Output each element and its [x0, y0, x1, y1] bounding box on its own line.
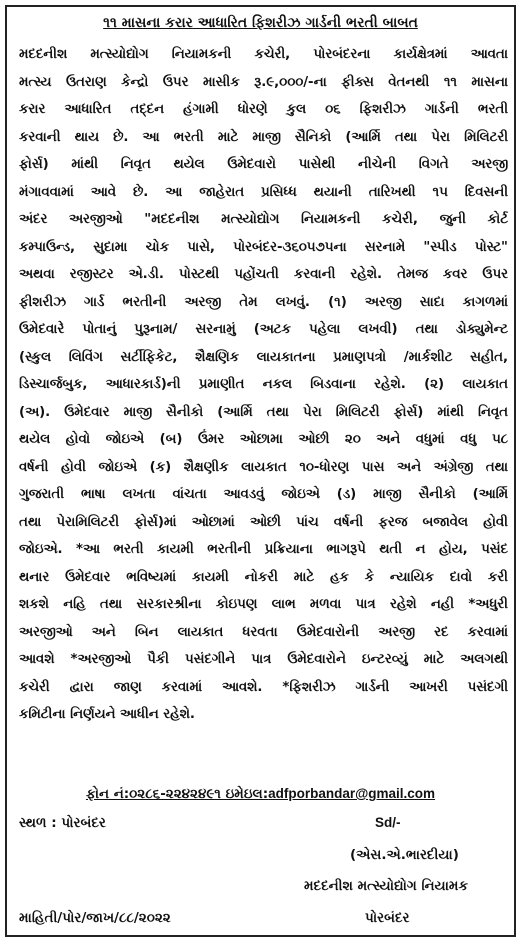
body-line: અથવા રજીસ્ટર એ.ડી. પોસ્ટથી પહોંચતી કરવાની રહેશે. તેમજ કવર ઉપર — [19, 267, 508, 282]
body-line: વર્ષની હોવી જોઇએ (ક) શૈક્ષણીક લાયકાત ૧૦-ધોરણ પાસ અને અંગ્રેજી તથા — [19, 459, 508, 475]
body-line: અરજીઓ અને બિન લાયકાત ધરવતા ઉમેદવારોની અરજી રદ કરવામાં — [19, 624, 508, 640]
signature-mark: Sd/- — [375, 815, 401, 830]
body-line: ફીશરીઝ ગાર્ડ ભરતીની અરજી તેમ લખવું. (૧) અરજી સાદા કાગળમાં — [19, 294, 508, 310]
body-line: જોઇએ. *આ ભરતી કાયમી ભરતીની પ્રક્રિયાના ભાગરૂપે થતી ન હોય, પસંદ — [19, 542, 508, 557]
body-line: કરાર આધારિત તદ્દન હંગામી ધોરણે કુલ ૦૬ ફિશરીઝ ગાર્ડની ભરતી — [19, 102, 508, 117]
body-line: ગુજરાતી ભાષા લખતા વાંચતા આવડવું જોઇએ (ડ) માજી સૈનીકો (આર્મિ — [19, 487, 508, 502]
body-line: કચેરી દ્વારા જાણ કરવામાં આવશે. *ફિશરીઝ ગાર્ડની આખરી પસંદગી — [19, 679, 508, 695]
body-line: ફોર્સ) માંથી નિવૃત થયેલ ઉમેદવારો પાસેથી નીચેની વિગતે અરજી — [19, 157, 508, 172]
signer-designation: મદદનીશ મત્સ્યોદ્યોગ નિયામક — [304, 878, 468, 894]
place-label: સ્થળ : પોરબંદર — [19, 815, 106, 831]
body-line: અંદર અરજીઓ "મદદનીશ મત્સ્યોદ્યોગ નિયામકની કચેરી, જુની કોર્ટ — [19, 212, 508, 227]
body-line: શકશે નહિ તથા સરકારશ્રીના કોઇપણ લાભ મળવા પાત્ર રહેશે નહી *અધુરી — [19, 597, 508, 612]
body-line: કરવાની થાય છે. આ ભરતી માટે માજી સૈનિકો (આર્મિ તથા પેરા મિલિટરી — [19, 129, 508, 145]
contact-email: adfporbandar@gmail.com — [268, 786, 436, 801]
body-line: ઉમેદવારે પોતાનું પુરૂનામ/ સરનામું (અટક પહેલા લખવી) તથા ડોક્યુમેન્ટ — [19, 322, 508, 337]
office-location: પોરબંદર — [365, 910, 410, 926]
body-line: કમિટીના નિર્ણયને આધીન રહેશે. — [19, 707, 195, 722]
reference-number: માહિતી/પોર/જાખ/૮૮/૨૦૨૨ — [19, 910, 171, 926]
body-line: થનાર ઉમેદવાર ભવિષ્યમાં કાયમી નોકરી માટે હક કે ન્યાયિક દાવો કરી — [19, 569, 508, 585]
contact-line — [7, 786, 514, 802]
body-line: તથા પેરામિલિટરી ફોર્સ)માં ઓછામાં ઓછી પાંચ વર્ષની ફરજ બજાવેલ હોવી — [19, 514, 508, 530]
body-line: (અ). ઉમેદવાર માજી સૈનીકો (આર્મિ તથા પેરા મિલિટરી ફોર્સ) માંથી નિવૃત — [19, 404, 508, 420]
body-line: આવશે *અરજીઓ પૈકી પસંદગીને પાત્ર ઉમેદવારોને ઇન્ટરવ્યું માટે અલગથી — [19, 652, 508, 667]
body-line: મંગાવવામાં આવે છે. આ જાહેરાત પ્રસિધ્ધ થયાની તારિખથી ૧૫ દિવસની — [19, 184, 508, 200]
body-line: મત્સ્ય ઉતરાણ કેન્દ્રો ઉપર માસીક રૂ.૯,૦૦૦/-ના ફીક્સ વેતનથી ૧૧ માસના — [19, 74, 508, 90]
body-line: ડિસ્ચાર્જબુક, આધારકાર્ડ)ની પ્રમાણીત નકલ બિડવાના રહેશે. (૨) લાયકાત — [19, 377, 508, 392]
notice-body — [19, 41, 508, 729]
notice-frame — [5, 5, 516, 937]
contact-phone: ફોન નં:૦૨૮૬-૨૨૪૨૪૯૧ ઇમેઇલ: — [85, 786, 269, 802]
body-line: થયેલ હોવો જોઇએ (બ) ઉંમર ઓછામા ઓછી ૨૦ અને વધુમાં વધુ ૫૮ — [19, 432, 508, 447]
body-line: મદદનીશ મત્સ્યોદ્યોગ નિયામકની કચેરી, પોરબંદરના કાર્યક્ષેત્રમાં આવતા — [19, 47, 508, 62]
notice-title: ૧૧ માસના કરાર આધારિત ફિશરીઝ ગાર્ડની ભરતી બાબત — [103, 15, 418, 31]
body-line: (સ્કુલ લિવિંગ સર્ટીફિકેટ, શૈક્ષણિક લાયકાતના પ્રમાણપત્રો /માર્કશીટ સહીત, — [19, 349, 508, 365]
body-line: કમ્પાઉન્ડ, સુદામા ચોક પાસે, પોરબંદર-૩૬૦૫૭૫ના સરનામે "સ્પીડ પોસ્ટ" — [19, 239, 508, 255]
signer-name: (એસ.એ.ભારદીયા) — [350, 847, 459, 863]
